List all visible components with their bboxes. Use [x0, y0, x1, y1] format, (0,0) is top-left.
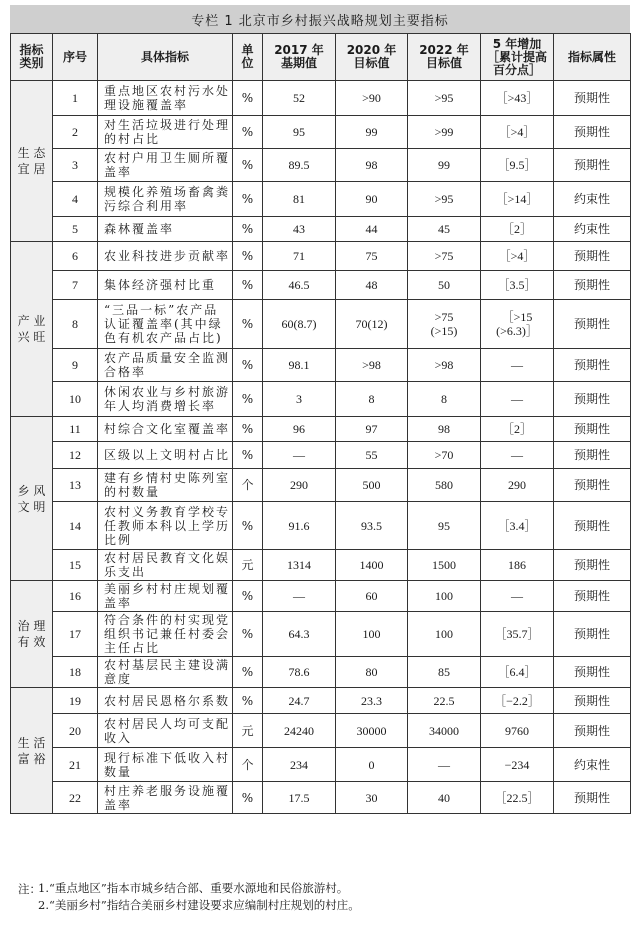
indicator-table: [10, 33, 631, 814]
unit-cell: 个: [233, 469, 263, 502]
target-2020-cell: 8: [336, 382, 408, 417]
table-row: [11, 242, 631, 271]
table-row: [11, 469, 631, 502]
unit-cell: %: [233, 442, 263, 469]
base-2017-cell: 290: [263, 469, 336, 502]
target-2020-cell: >90: [336, 81, 408, 116]
seq-cell: 22: [53, 782, 98, 814]
indicator-cell: 农业科技进步贡献率: [98, 242, 233, 271]
indicator-cell: 集体经济强村比重: [98, 271, 233, 300]
header-target-2020: 2020 年 目标值: [336, 34, 408, 81]
seq-cell: 14: [53, 502, 98, 550]
attribute-cell: 预期性: [554, 550, 631, 581]
base-2017-cell: 64.3: [263, 612, 336, 657]
seq-cell: 18: [53, 657, 98, 688]
indicator-cell: 农村户用卫生厕所覆盖率: [98, 149, 233, 182]
base-2017-cell: 78.6: [263, 657, 336, 688]
unit-cell: 元: [233, 714, 263, 748]
header-category: 指标 类别: [11, 34, 53, 81]
unit-cell: %: [233, 182, 263, 217]
increase-cell: ［>4］: [481, 116, 554, 149]
indicator-cell: 村综合文化室覆盖率: [98, 417, 233, 442]
note-item: 1.“重点地区”指本市城乡结合部、重要水源地和民俗旅游村。: [38, 881, 349, 895]
indicator-cell: 农村居民恩格尔系数: [98, 688, 233, 714]
table-row: [11, 502, 631, 550]
target-2022-cell: 40: [408, 782, 481, 814]
unit-cell: %: [233, 300, 263, 349]
seq-cell: 16: [53, 581, 98, 612]
seq-cell: 19: [53, 688, 98, 714]
target-2022-cell: >95: [408, 182, 481, 217]
attribute-cell: 预期性: [554, 300, 631, 349]
table-row: [11, 417, 631, 442]
increase-cell: ［3.5］: [481, 271, 554, 300]
target-2022-cell: 100: [408, 581, 481, 612]
attribute-cell: 预期性: [554, 688, 631, 714]
table-row: [11, 612, 631, 657]
unit-cell: %: [233, 382, 263, 417]
increase-cell: 290: [481, 469, 554, 502]
seq-cell: 7: [53, 271, 98, 300]
indicator-cell: 休闲农业与乡村旅游年人均消费增长率: [98, 382, 233, 417]
target-2022-cell: >95: [408, 81, 481, 116]
increase-cell: ［2］: [481, 417, 554, 442]
base-2017-cell: 24.7: [263, 688, 336, 714]
target-2020-cell: 30000: [336, 714, 408, 748]
table-row: [11, 149, 631, 182]
seq-cell: 12: [53, 442, 98, 469]
target-2020-cell: 0: [336, 748, 408, 782]
seq-cell: 11: [53, 417, 98, 442]
target-2022-cell: >98: [408, 349, 481, 382]
category-cell: 治 理 有 效: [11, 581, 53, 688]
target-2020-cell: 99: [336, 116, 408, 149]
seq-cell: 3: [53, 149, 98, 182]
indicator-cell: 农村义务教育学校专任教师本科以上学历比例: [98, 502, 233, 550]
attribute-cell: 约束性: [554, 217, 631, 242]
indicator-cell: 重点地区农村污水处理设施覆盖率: [98, 81, 233, 116]
table-title: 专栏 1 北京市乡村振兴战略规划主要指标: [10, 5, 630, 33]
target-2022-cell: 100: [408, 612, 481, 657]
seq-cell: 10: [53, 382, 98, 417]
seq-cell: 8: [53, 300, 98, 349]
indicator-cell: 农村居民人均可支配收入: [98, 714, 233, 748]
target-2020-cell: 70(12): [336, 300, 408, 349]
unit-cell: %: [233, 217, 263, 242]
attribute-cell: 预期性: [554, 382, 631, 417]
attribute-cell: 预期性: [554, 417, 631, 442]
attribute-cell: 约束性: [554, 182, 631, 217]
increase-cell: —: [481, 349, 554, 382]
seq-cell: 2: [53, 116, 98, 149]
indicator-cell: 农村基层民主建设满意度: [98, 657, 233, 688]
target-2022-cell: 8: [408, 382, 481, 417]
target-2022-cell: 85: [408, 657, 481, 688]
target-2020-cell: 1400: [336, 550, 408, 581]
table-row: [11, 714, 631, 748]
base-2017-cell: 71: [263, 242, 336, 271]
header-increase-5y: 5 年增加 ［累计提高 百分点］: [481, 34, 554, 81]
target-2022-cell: 95: [408, 502, 481, 550]
base-2017-cell: 96: [263, 417, 336, 442]
table-row: [11, 442, 631, 469]
indicator-cell: 对生活垃圾进行处理的村占比: [98, 116, 233, 149]
target-2022-cell: 45: [408, 217, 481, 242]
attribute-cell: 约束性: [554, 748, 631, 782]
header-attribute: 指标属性: [554, 34, 631, 81]
increase-cell: —: [481, 581, 554, 612]
target-2022-cell: 34000: [408, 714, 481, 748]
attribute-cell: 预期性: [554, 714, 631, 748]
base-2017-cell: 95: [263, 116, 336, 149]
target-2022-cell: 50: [408, 271, 481, 300]
seq-cell: 1: [53, 81, 98, 116]
header-seq: 序号: [53, 34, 98, 81]
unit-cell: %: [233, 149, 263, 182]
base-2017-cell: 81: [263, 182, 336, 217]
increase-cell: 9760: [481, 714, 554, 748]
indicator-cell: 美丽乡村村庄规划覆盖率: [98, 581, 233, 612]
increase-cell: —: [481, 442, 554, 469]
target-2020-cell: 500: [336, 469, 408, 502]
table-row: [11, 217, 631, 242]
seq-cell: 9: [53, 349, 98, 382]
increase-cell: ［22.5］: [481, 782, 554, 814]
seq-cell: 13: [53, 469, 98, 502]
seq-cell: 17: [53, 612, 98, 657]
table-row: [11, 382, 631, 417]
attribute-cell: 预期性: [554, 581, 631, 612]
table-row: [11, 657, 631, 688]
seq-cell: 15: [53, 550, 98, 581]
target-2020-cell: 23.3: [336, 688, 408, 714]
seq-cell: 20: [53, 714, 98, 748]
seq-cell: 5: [53, 217, 98, 242]
increase-cell: ［>15 (>6.3)］: [481, 300, 554, 349]
target-2020-cell: 93.5: [336, 502, 408, 550]
base-2017-cell: 1314: [263, 550, 336, 581]
table-row: [11, 688, 631, 714]
indicator-cell: 规模化养殖场畜禽粪污综合利用率: [98, 182, 233, 217]
base-2017-cell: 46.5: [263, 271, 336, 300]
target-2022-cell: 1500: [408, 550, 481, 581]
attribute-cell: 预期性: [554, 149, 631, 182]
indicator-cell: 区级以上文明村占比: [98, 442, 233, 469]
category-cell: 产 业 兴 旺: [11, 242, 53, 417]
unit-cell: %: [233, 116, 263, 149]
unit-cell: %: [233, 657, 263, 688]
increase-cell: ［>43］: [481, 81, 554, 116]
target-2020-cell: 97: [336, 417, 408, 442]
attribute-cell: 预期性: [554, 81, 631, 116]
base-2017-cell: —: [263, 442, 336, 469]
base-2017-cell: 98.1: [263, 349, 336, 382]
target-2022-cell: >75 (>15): [408, 300, 481, 349]
attribute-cell: 预期性: [554, 116, 631, 149]
target-2020-cell: 55: [336, 442, 408, 469]
header-target-2022: 2022 年 目标值: [408, 34, 481, 81]
base-2017-cell: 91.6: [263, 502, 336, 550]
target-2020-cell: 80: [336, 657, 408, 688]
table-row: [11, 116, 631, 149]
target-2022-cell: 22.5: [408, 688, 481, 714]
base-2017-cell: 3: [263, 382, 336, 417]
unit-cell: 个: [233, 748, 263, 782]
increase-cell: —: [481, 382, 554, 417]
table-row: [11, 748, 631, 782]
target-2022-cell: >75: [408, 242, 481, 271]
unit-cell: %: [233, 782, 263, 814]
base-2017-cell: 17.5: [263, 782, 336, 814]
increase-cell: −234: [481, 748, 554, 782]
note-item: 2.“美丽乡村”指结合美丽乡村建设要求应编制村庄规划的村庄。: [38, 898, 360, 912]
seq-cell: 4: [53, 182, 98, 217]
category-cell: 生 活 富 裕: [11, 688, 53, 814]
target-2022-cell: —: [408, 748, 481, 782]
target-2022-cell: 98: [408, 417, 481, 442]
unit-cell: %: [233, 581, 263, 612]
increase-cell: ［35.7］: [481, 612, 554, 657]
unit-cell: 元: [233, 550, 263, 581]
table-row: [11, 782, 631, 814]
category-cell: 生 态 宜 居: [11, 81, 53, 242]
increase-cell: 186: [481, 550, 554, 581]
indicator-cell: 现行标准下低收入村数量: [98, 748, 233, 782]
unit-cell: %: [233, 417, 263, 442]
table-row: [11, 182, 631, 217]
target-2020-cell: 100: [336, 612, 408, 657]
attribute-cell: 预期性: [554, 349, 631, 382]
table-row: [11, 550, 631, 581]
indicator-cell: 森林覆盖率: [98, 217, 233, 242]
increase-cell: ［9.5］: [481, 149, 554, 182]
target-2020-cell: 48: [336, 271, 408, 300]
base-2017-cell: 89.5: [263, 149, 336, 182]
attribute-cell: 预期性: [554, 502, 631, 550]
increase-cell: ［−2.2］: [481, 688, 554, 714]
header-row: [11, 34, 631, 81]
target-2022-cell: 99: [408, 149, 481, 182]
unit-cell: %: [233, 502, 263, 550]
indicator-cell: 建有乡情村史陈列室的村数量: [98, 469, 233, 502]
indicator-cell: 农产品质量安全监测合格率: [98, 349, 233, 382]
increase-cell: ［6.4］: [481, 657, 554, 688]
header-indicator: 具体指标: [98, 34, 233, 81]
unit-cell: %: [233, 688, 263, 714]
target-2022-cell: >70: [408, 442, 481, 469]
table-row: [11, 349, 631, 382]
note-label: 注：: [18, 882, 41, 896]
indicator-cell: 村庄养老服务设施覆盖率: [98, 782, 233, 814]
target-2020-cell: 90: [336, 182, 408, 217]
header-unit: 单 位: [233, 34, 263, 81]
unit-cell: %: [233, 271, 263, 300]
header-base-2017: 2017 年 基期值: [263, 34, 336, 81]
attribute-cell: 预期性: [554, 612, 631, 657]
attribute-cell: 预期性: [554, 782, 631, 814]
base-2017-cell: 234: [263, 748, 336, 782]
attribute-cell: 预期性: [554, 442, 631, 469]
indicator-cell: “三品一标”农产品认证覆盖率(其中绿色有机农产品占比): [98, 300, 233, 349]
target-2022-cell: 580: [408, 469, 481, 502]
indicator-cell: 农村居民教育文化娱乐支出: [98, 550, 233, 581]
target-2020-cell: 44: [336, 217, 408, 242]
increase-cell: ［2］: [481, 217, 554, 242]
unit-cell: %: [233, 81, 263, 116]
base-2017-cell: —: [263, 581, 336, 612]
target-2020-cell: >98: [336, 349, 408, 382]
base-2017-cell: 52: [263, 81, 336, 116]
target-2020-cell: 98: [336, 149, 408, 182]
table-row: [11, 300, 631, 349]
attribute-cell: 预期性: [554, 469, 631, 502]
increase-cell: ［3.4］: [481, 502, 554, 550]
table-row: [11, 271, 631, 300]
base-2017-cell: 43: [263, 217, 336, 242]
table-row: [11, 581, 631, 612]
target-2020-cell: 75: [336, 242, 408, 271]
attribute-cell: 预期性: [554, 271, 631, 300]
increase-cell: ［>4］: [481, 242, 554, 271]
target-2022-cell: >99: [408, 116, 481, 149]
category-cell: 乡 风 文 明: [11, 417, 53, 581]
indicator-cell: 符合条件的村实现党组织书记兼任村委会主任占比: [98, 612, 233, 657]
seq-cell: 6: [53, 242, 98, 271]
base-2017-cell: 24240: [263, 714, 336, 748]
increase-cell: ［>14］: [481, 182, 554, 217]
target-2020-cell: 60: [336, 581, 408, 612]
attribute-cell: 预期性: [554, 657, 631, 688]
unit-cell: %: [233, 349, 263, 382]
table-body: [11, 81, 631, 814]
table-row: [11, 81, 631, 116]
target-2020-cell: 30: [336, 782, 408, 814]
base-2017-cell: 60(8.7): [263, 300, 336, 349]
attribute-cell: 预期性: [554, 242, 631, 271]
unit-cell: %: [233, 612, 263, 657]
seq-cell: 21: [53, 748, 98, 782]
unit-cell: %: [233, 242, 263, 271]
